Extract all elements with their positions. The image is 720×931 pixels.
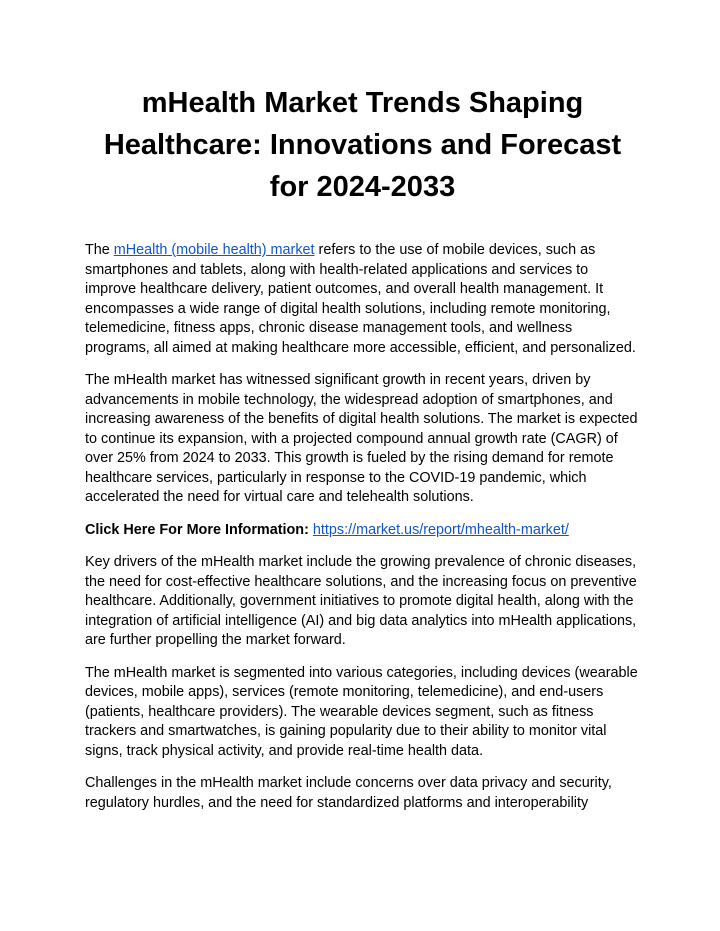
title-line-3: for 2024-2033 [269,171,456,203]
paragraph-drivers: Key drivers of the mHealth market include the growing prevalence of chronic diseases, the need for cost-effective healthcare solutions, and the increasing focus on preventive healthcare. Additionally, government initiatives to promote digital health, along with the integration of artificial intelligence (AI) and big data analytics into mHealth applications, are further propelling the market forward. [85,554,637,648]
more-info-label: Click Here For More Information: [85,521,313,538]
title-line-2: Healthcare: Innovations and Forecast [103,129,622,161]
intro-rest: refers to the use of mobile devices, such as smartphones and tablets, along with health-related applications and services to improve healthcare delivery, patient outcomes, and overall health management. It encompasses a wide range of digital health solutions, including remote monitoring, telemedicine, fitness apps, chronic disease management tools, and wellness programs, all aimed at making healthcare more accessible, efficient, and personalized. [85,242,636,356]
title-line-1: mHealth Market Trends Shaping [141,87,584,119]
more-info-line [85,521,640,541]
mhealth-market-link[interactable]: mHealth (mobile health) market [113,242,315,258]
more-info-link[interactable]: https://market.us/report/mhealth-market/ [312,521,569,538]
paragraph-segments: The mHealth market is segmented into various categories, including devices (wearable devices, mobile apps), services (remote monitoring, telemedicine), and end-users (patients, healthcare providers). The wearable devices segment, such as fitness trackers and smartwatches, is gaining popularity due to their ability to monitor vital signs, track physical activity, and provide real-time health data. [85,664,638,759]
document-page [85,82,640,826]
document-title [85,82,640,208]
intro-lead: The [85,242,114,258]
paragraph-growth: The mHealth market has witnessed significant growth in recent years, driven by advancements in mobile technology, the widespread adoption of smartphones, and increasing awareness of the benefits of digital health solutions. The market is expected to continue its expansion, with a projected compound annual growth rate (CAGR) of over 25% from 2024 to 2033. This growth is fueled by the rising demand for remote healthcare services, particularly in response to the COVID-19 pandemic, which accelerated the need for virtual care and telehealth solutions. [85,372,638,505]
document-body [85,241,640,813]
paragraph-challenges: Challenges in the mHealth market include concerns over data privacy and security, regulatory hurdles, and the need for standardized platforms and interoperability [85,775,612,811]
paragraph-intro [85,241,640,358]
